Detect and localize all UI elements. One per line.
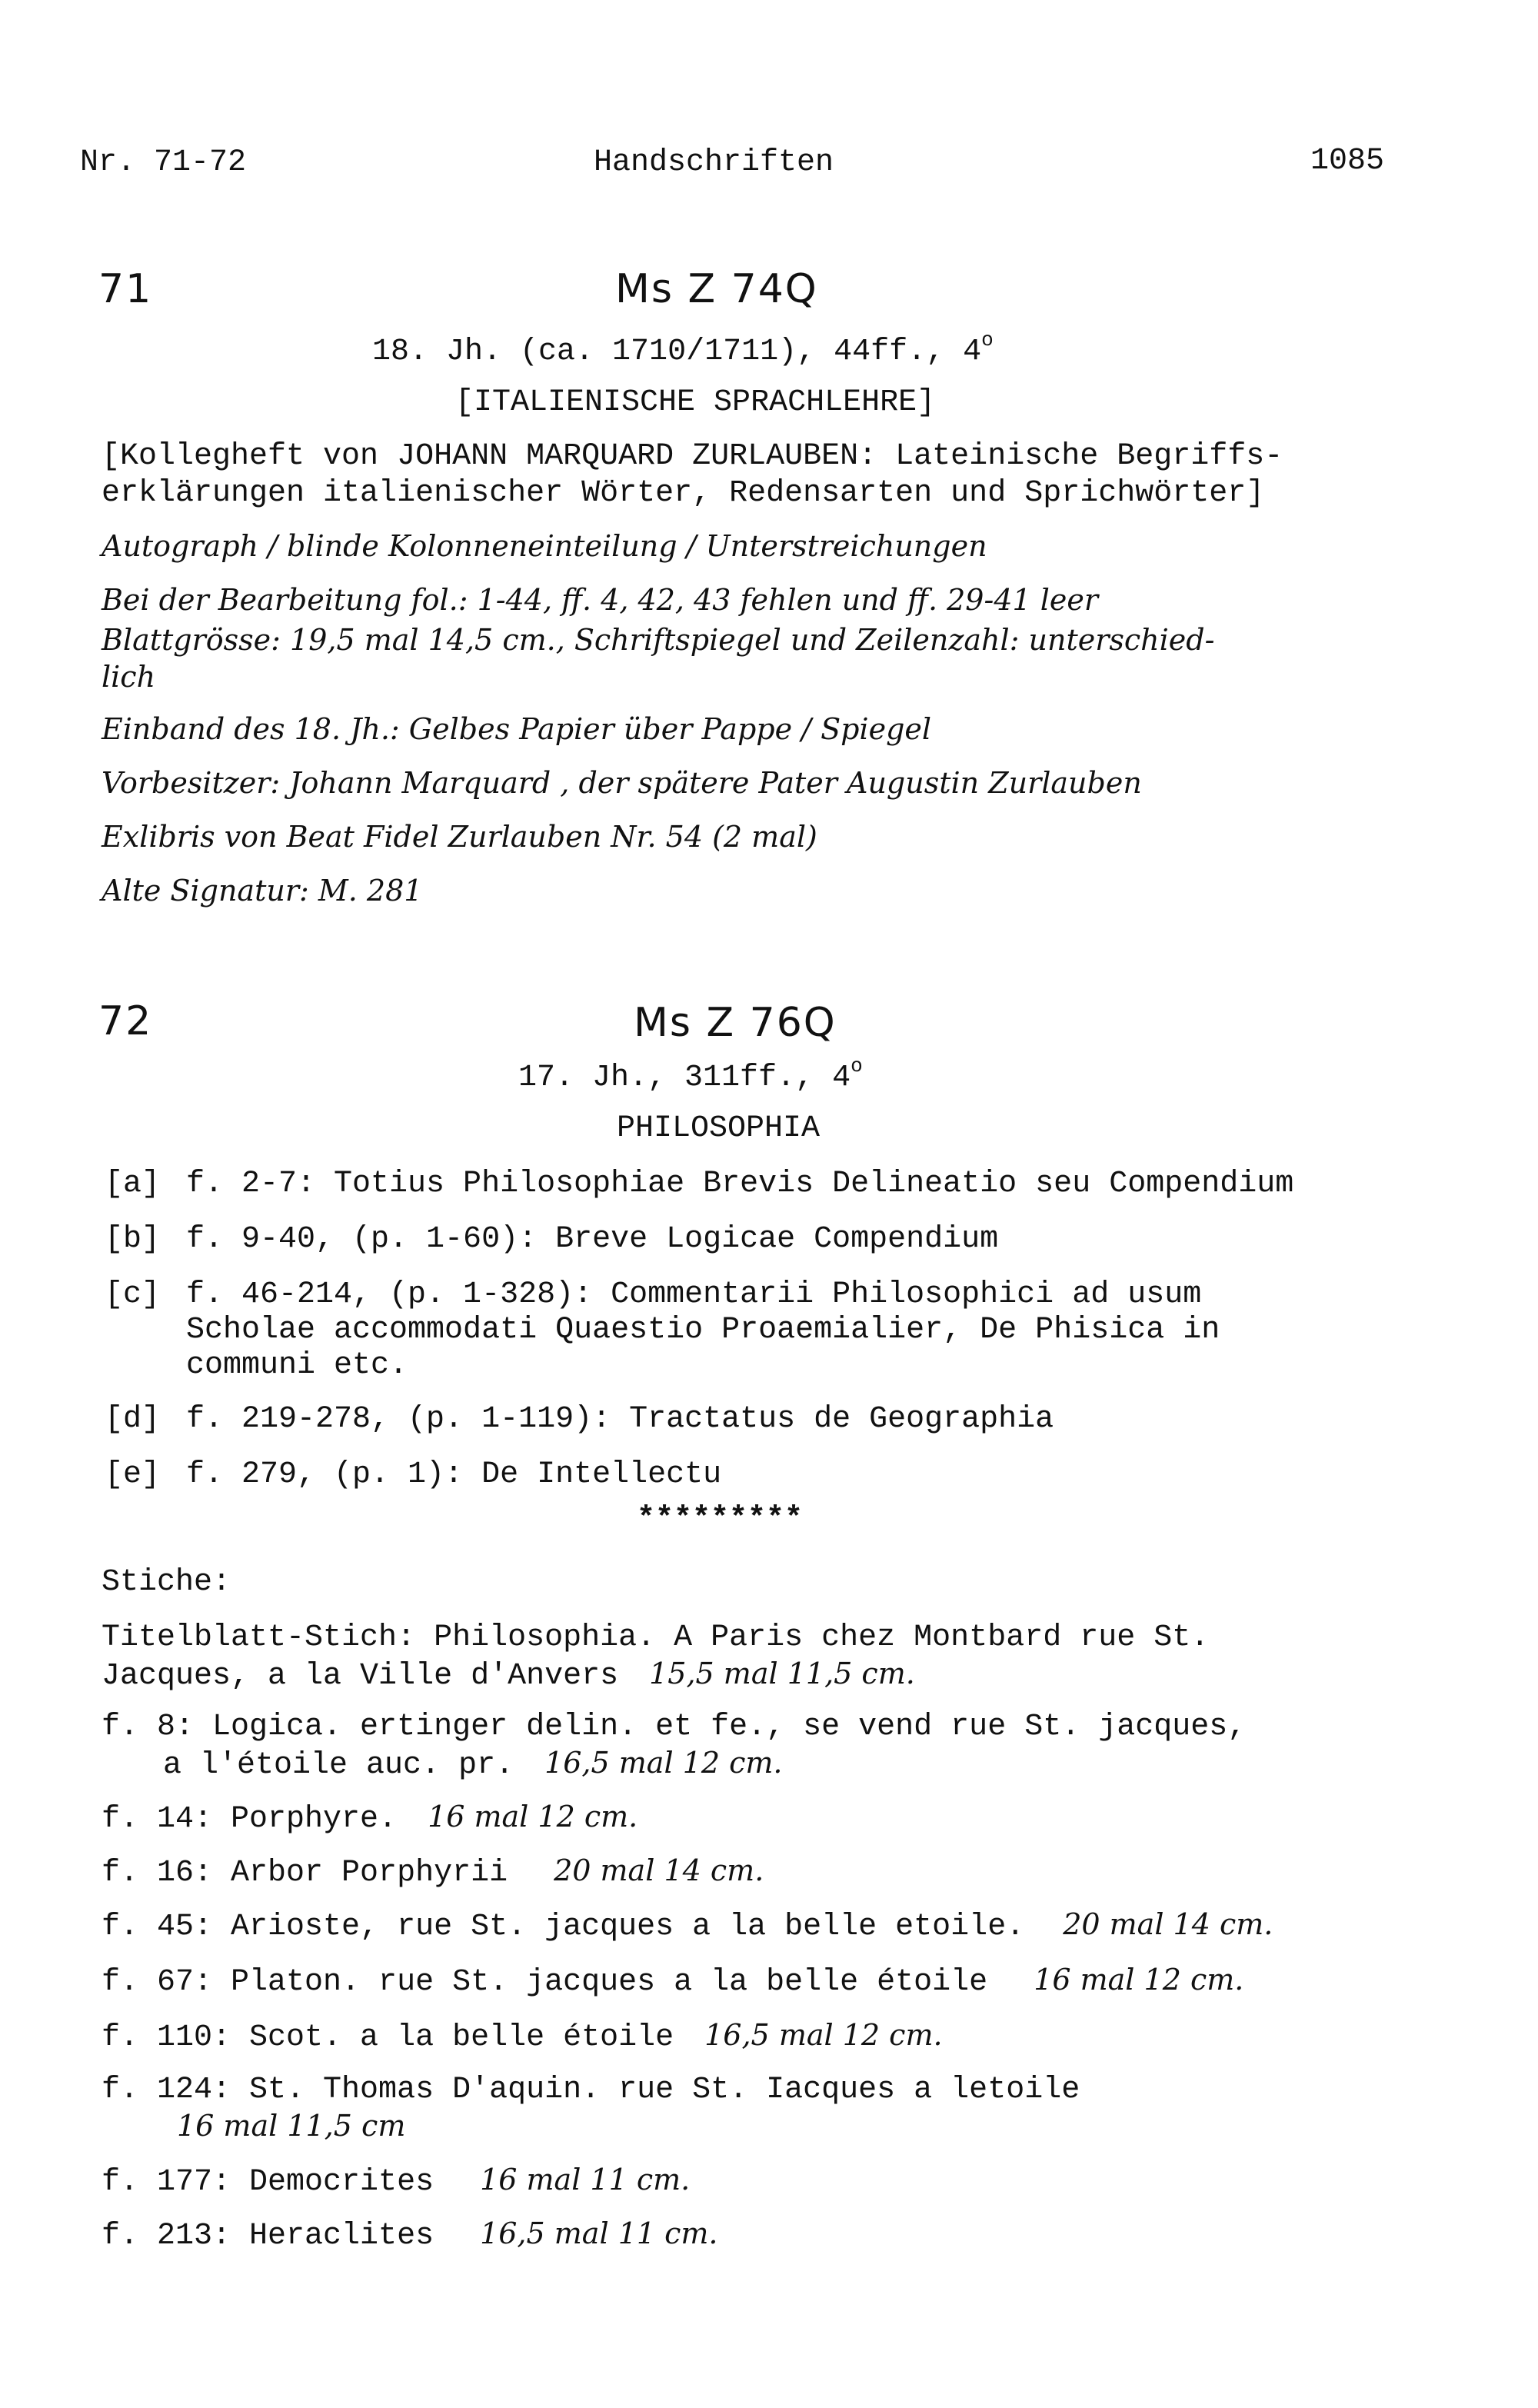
engraving-line: f. 45: Arioste, rue St. jacques a la belle etoile. 20 mal 14 cm. <box>102 1907 1273 1944</box>
engraving-line: f. 67: Platon. rue St. jacques a la belle étoile 16 mal 12 cm. <box>102 1963 1244 2000</box>
note-line: Alte Signatur: M. 281 <box>102 874 423 908</box>
engraving-dimensions: 20 mal 14 cm. <box>554 1853 764 1887</box>
engraving-dimensions: 20 mal 14 cm. <box>1063 1907 1273 1941</box>
content-label: [c] <box>105 1277 161 1312</box>
note-line: Blattgrösse: 19,5 mal 14,5 cm., Schriftspiegel und Zeilenzahl: unterschied- <box>102 623 1215 657</box>
engraving-line: f. 124: St. Thomas D'aquin. rue St. Iacques a letoile <box>102 2073 1080 2107</box>
shelfmark: Ms Z 76Q <box>634 1000 837 1046</box>
content-text: Scholae accommodati Quaestio Proaemialier, De Phisica in <box>186 1313 1220 1347</box>
description-line: [Kollegheft von JOHANN MARQUARD ZURLAUBEN: Lateinische Begriffs- <box>102 439 1283 474</box>
note-line: Autograph / blinde Kolonneneinteilung / Unterstreichungen <box>102 529 987 563</box>
engraving-dimensions: 15,5 mal 11,5 cm. <box>649 1657 915 1690</box>
engraving-line: f. 213: Heraclites 16,5 mal 11 cm. <box>102 2216 718 2253</box>
engraving-line: Jacques, a la Ville d'Anvers 15,5 mal 11,5 cm. <box>102 1657 915 1694</box>
content-label: [d] <box>105 1402 161 1437</box>
engraving-dimensions: 16 mal 12 cm. <box>428 1800 638 1833</box>
content-text: f. 2-7: Totius Philosophiae Brevis Delineatio seu Compendium <box>186 1167 1294 1201</box>
note-line: lich <box>102 660 156 694</box>
content-text: f. 219-278, (p. 1-119): Tractatus de Geographia <box>186 1402 1054 1437</box>
entry-title: [ITALIENISCHE SPRACHLEHRE] <box>455 385 936 420</box>
page-number: 1085 <box>1310 144 1385 178</box>
engraving-dimensions: 16 mal 12 cm. <box>1034 1963 1244 1997</box>
content-label: [e] <box>105 1457 161 1492</box>
stiche-heading: Stiche: <box>102 1565 231 1600</box>
header-range: Nr. 71-72 <box>80 145 247 180</box>
content-label: [b] <box>105 1222 161 1257</box>
note-line: Bei der Bearbeitung fol.: 1-44, ff. 4, 42, 43 fehlen und ff. 29-41 leer <box>102 583 1099 617</box>
entry-title: PHILOSOPHIA <box>617 1111 821 1146</box>
note-line: Exlibris von Beat Fidel Zurlauben Nr. 54 (2 mal) <box>102 820 817 854</box>
content-text: f. 279, (p. 1): De Intellectu <box>186 1457 722 1492</box>
engraving-line: Titelblatt-Stich: Philosophia. A Paris chez Montbard rue St. <box>102 1620 1210 1655</box>
engraving-line: a l'étoile auc. pr. 16,5 mal 12 cm. <box>163 1746 783 1783</box>
note-line: Einband des 18. Jh.: Gelbes Papier über Pappe / Spiegel <box>102 712 932 746</box>
engraving-line: f. 110: Scot. a la belle étoile 16,5 mal 12 cm. <box>102 2018 943 2055</box>
engraving-dimensions: 16 mal 11 cm. <box>480 2163 691 2197</box>
entry-number: 71 <box>98 266 153 312</box>
content-text: communi etc. <box>186 1348 408 1383</box>
shelfmark: Ms Z 74Q <box>615 266 818 312</box>
description-line: erklärungen italienischer Wörter, Redensarten und Sprichwörter] <box>102 476 1265 511</box>
header-title: Handschriften <box>594 145 834 180</box>
engraving-line: f. 177: Democrites 16 mal 11 cm. <box>102 2163 691 2200</box>
engraving-line: f. 14: Porphyre. 16 mal 12 cm. <box>102 1800 638 1837</box>
content-text: f. 9-40, (p. 1-60): Breve Logicae Compendium <box>186 1222 999 1257</box>
content-label: [a] <box>105 1167 161 1201</box>
engraving-dimensions: 16,5 mal 12 cm. <box>704 2018 943 2052</box>
separator: ********* <box>637 1502 804 1537</box>
date-line: 18. Jh. (ca. 1710/1711), 44ff., 4$^o$ <box>372 328 994 369</box>
engraving-line: f. 16: Arbor Porphyrii 20 mal 14 cm. <box>102 1853 764 1890</box>
engraving-dimensions: 16 mal 11,5 cm <box>177 2109 406 2143</box>
engraving-dimensions: 16,5 mal 11 cm. <box>480 2216 718 2250</box>
date-line: 17. Jh., 311ff., 4$^o$ <box>518 1054 863 1095</box>
note-line: Vorbesitzer: Johann Marquard , der spätere Pater Augustin Zurlauben <box>102 766 1142 800</box>
content-text: f. 46-214, (p. 1-328): Commentarii Philosophici ad usum <box>186 1277 1202 1312</box>
entry-number: 72 <box>98 998 153 1044</box>
engraving-line: f. 8: Logica. ertinger delin. et fe., se vend rue St. jacques, <box>102 1710 1247 1744</box>
engraving-dimensions: 16,5 mal 12 cm. <box>544 1746 783 1780</box>
